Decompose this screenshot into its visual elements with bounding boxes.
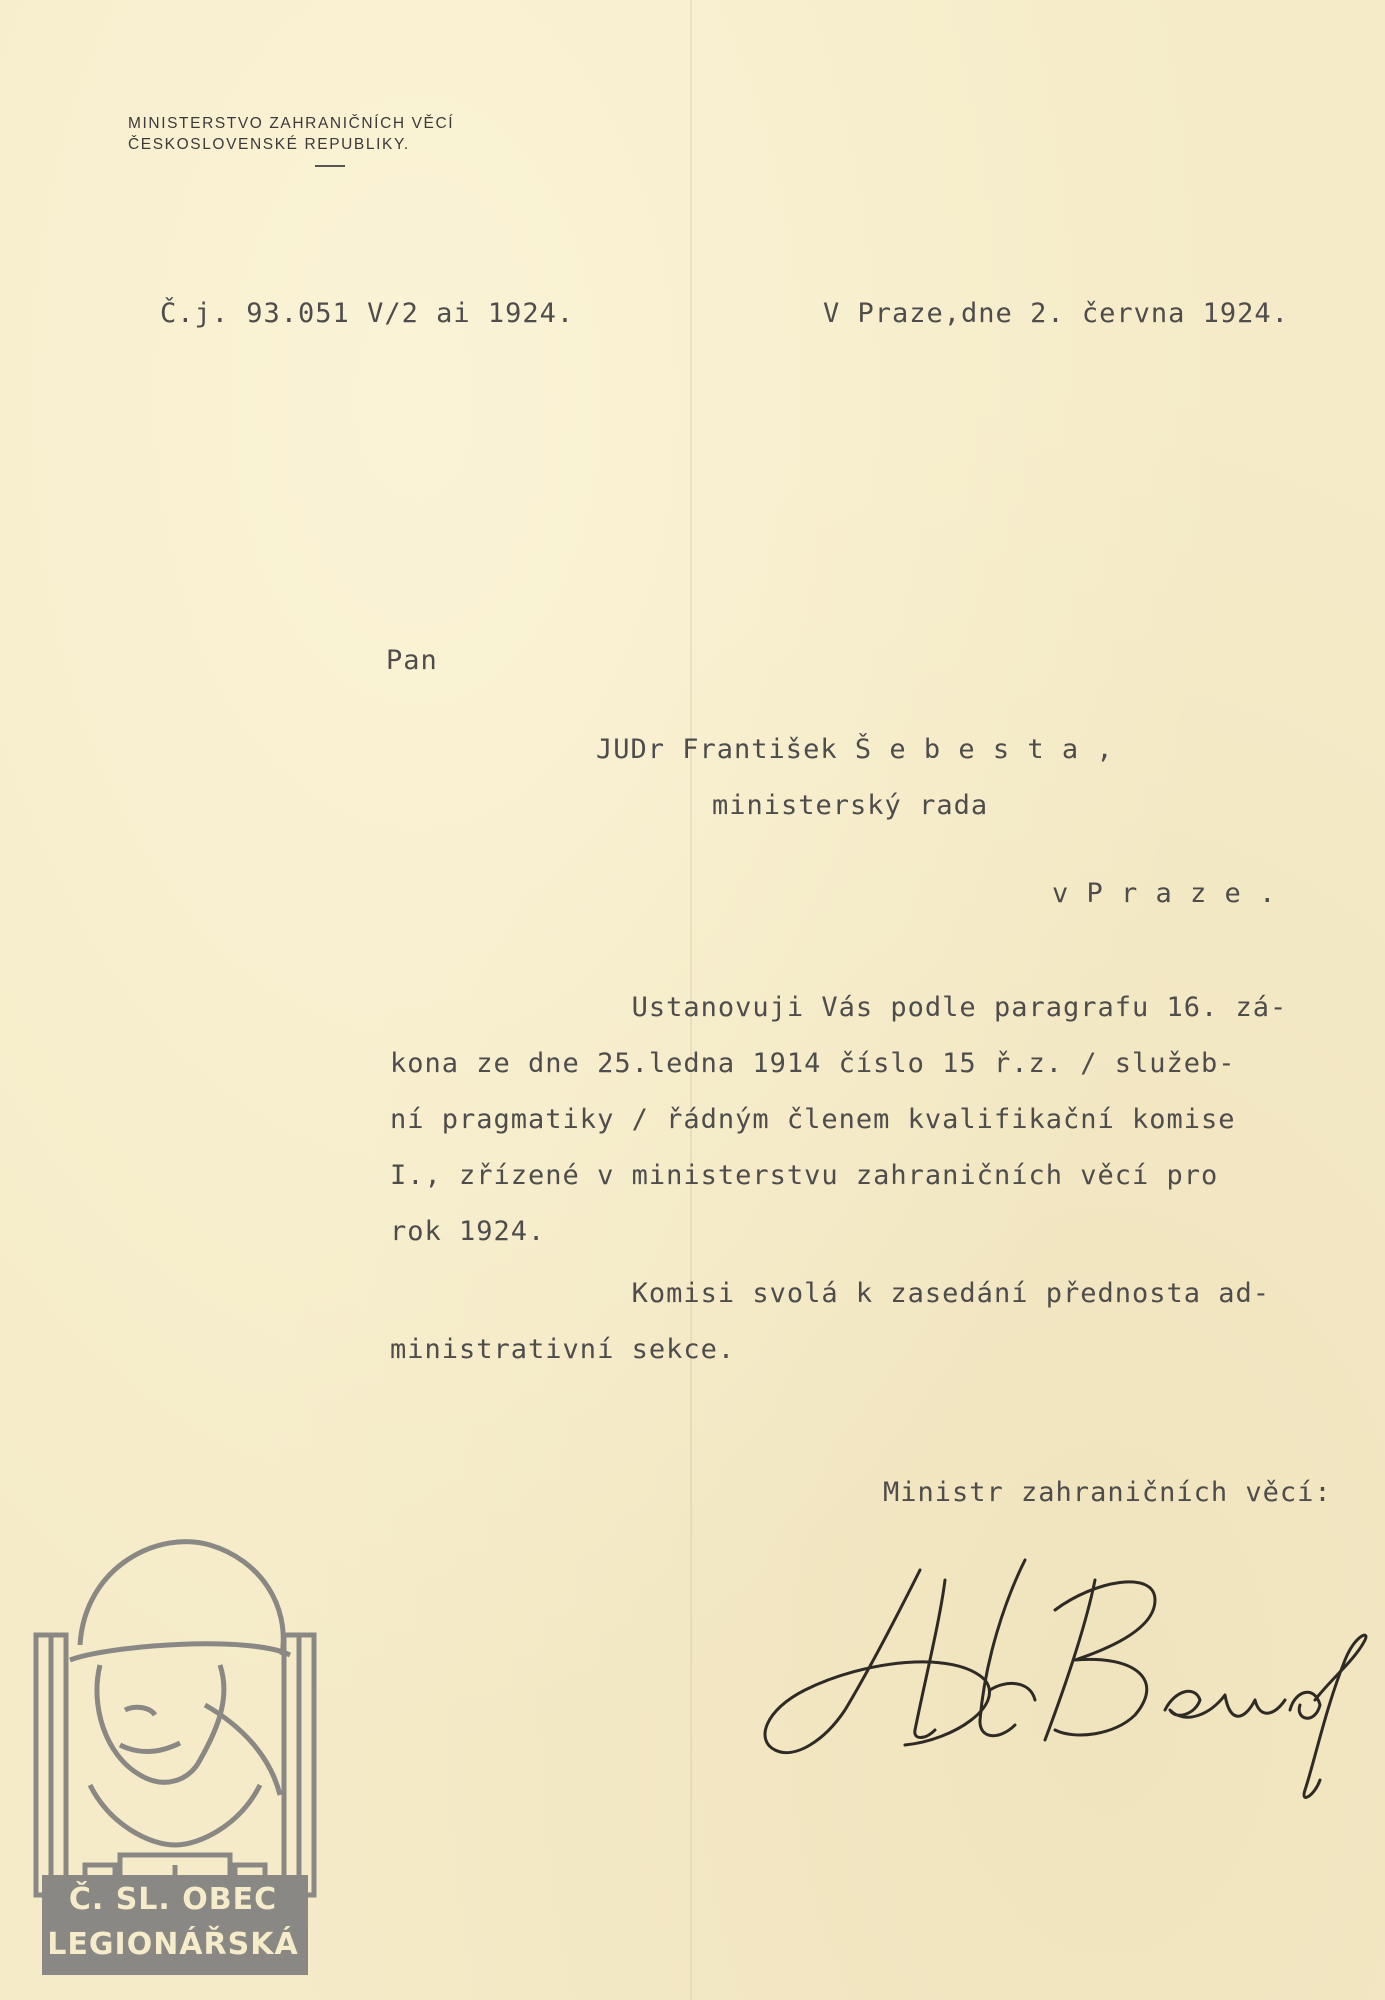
- closing-title: Ministr zahraničních věcí:: [883, 1477, 1332, 1508]
- recipient-position: ministerský rada: [712, 790, 989, 821]
- body-line: ní pragmatiky / řádným členem kvalifikační komise: [390, 1104, 1236, 1135]
- recipient-city: v P r a z e .: [1052, 878, 1277, 909]
- body-line: rok 1924.: [390, 1216, 546, 1247]
- letterhead: [128, 113, 454, 155]
- salutation: Pan: [386, 645, 438, 676]
- body-line: kona ze dne 25.ledna 1914 číslo 15 ř.z. / služeb-: [390, 1048, 1236, 1079]
- letterhead-line-1: MINISTERSTVO ZAHRANIČNÍCH VĚCÍ: [128, 115, 455, 132]
- stamp-text-line-1: Č. SL. OBEC: [68, 1882, 278, 1917]
- body-line: I., zřízené v ministerstvu zahraničních věcí pro: [390, 1160, 1219, 1191]
- letterhead-line-2: ČESKOSLOVENSKÉ REPUBLIKY.: [128, 136, 410, 153]
- recipient-name: JUDr František Š e b e s t a ,: [596, 734, 1114, 765]
- body-line: Komisi svolá k zasedání přednosta ad-: [390, 1278, 1271, 1309]
- body-line: Ustanovuji Vás podle paragrafu 16. zá-: [390, 992, 1288, 1023]
- signature: [755, 1540, 1385, 1820]
- body-line: ministrativní sekce.: [390, 1334, 736, 1365]
- stamp-text-line-2: LEGIONÁŘSKÁ: [47, 1927, 299, 1962]
- reference-number: Č.j. 93.051 V/2 ai 1924.: [160, 298, 575, 329]
- letter-date: V Praze,dne 2. června 1924.: [823, 298, 1289, 329]
- letterhead-rule: [315, 165, 345, 167]
